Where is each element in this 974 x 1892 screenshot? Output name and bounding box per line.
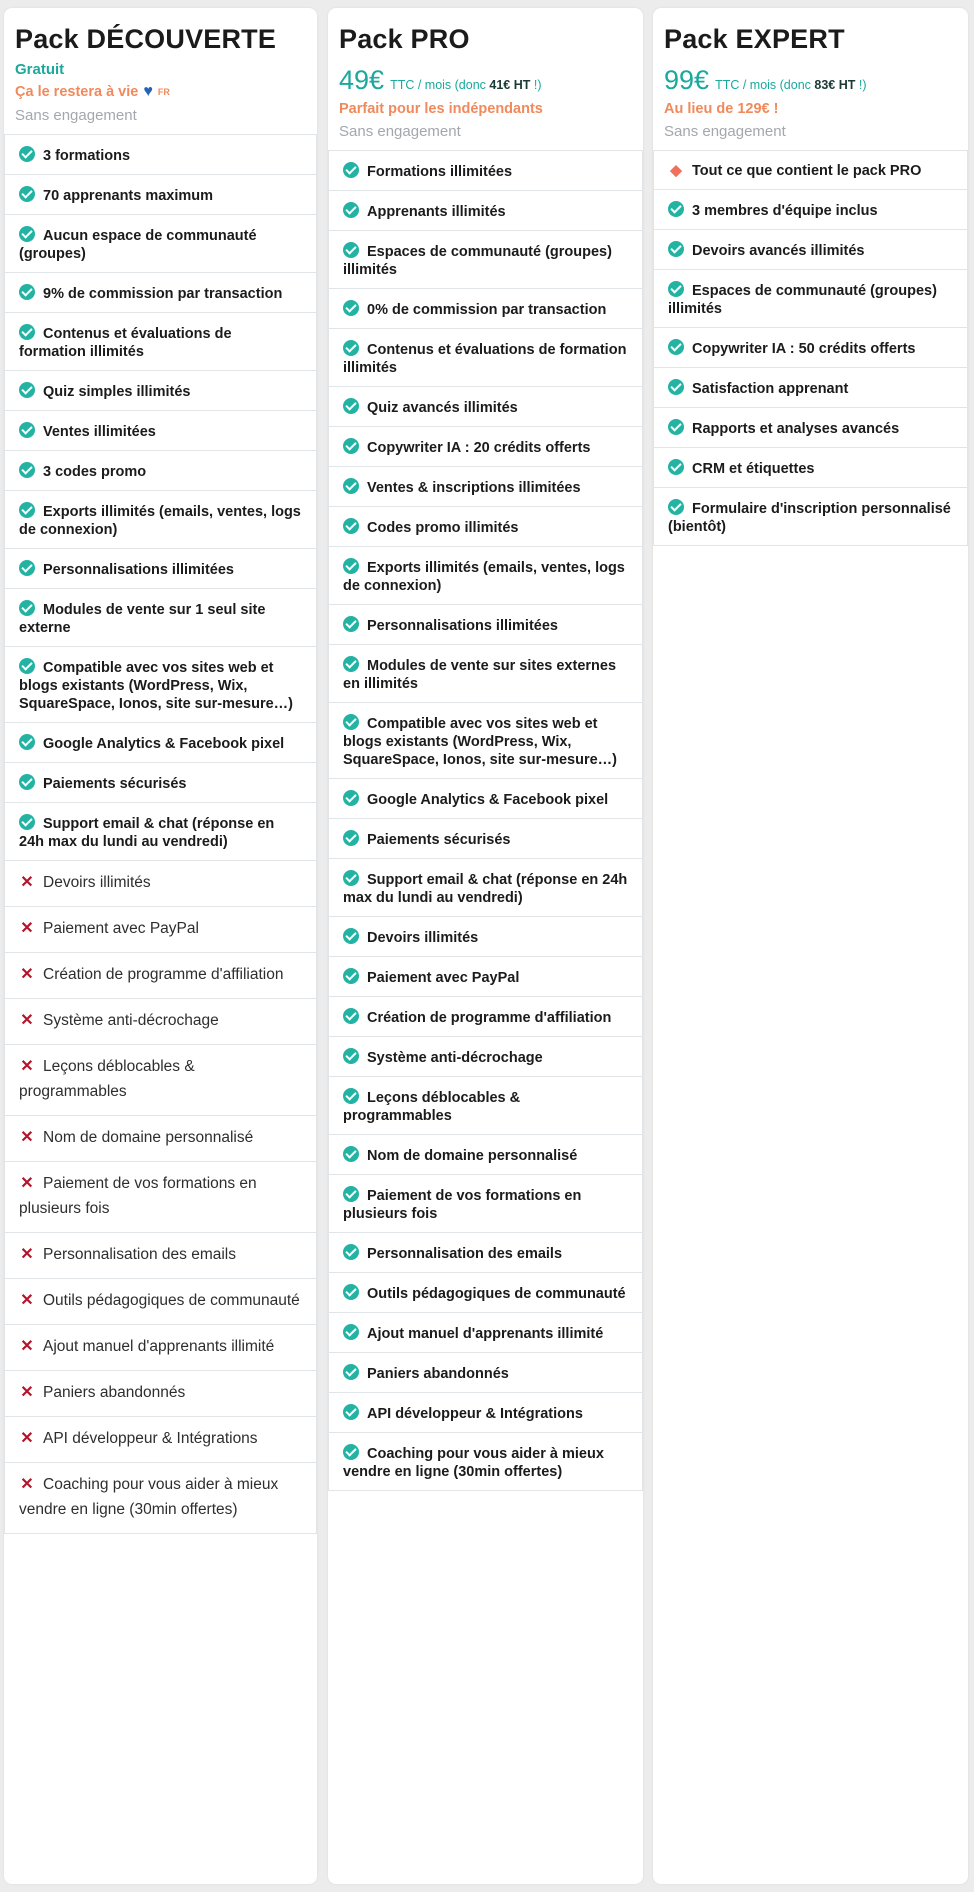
check-circle-icon (343, 1008, 359, 1024)
check-circle-icon (343, 1404, 359, 1420)
feature-text: Espaces de communauté (groupes) illimités (668, 283, 937, 317)
feature-text: Contenus et évaluations de formation illimités (343, 342, 627, 376)
feature-text: Copywriter IA : 50 crédits offerts (692, 341, 916, 357)
check-circle-icon (668, 201, 684, 217)
feature-item (5, 860, 316, 906)
feature-item (329, 778, 642, 818)
feature-item (329, 1272, 642, 1312)
pack-tagline-text: Au lieu de 129€ ! (664, 101, 779, 117)
pack-tagline-text: Parfait pour les indépendants (339, 101, 543, 117)
feature-text: Quiz simples illimités (43, 384, 191, 400)
feature-item (329, 604, 642, 644)
check-circle-icon (668, 419, 684, 435)
feature-text: Support email & chat (réponse en 24h max du lundi au vendredi) (343, 872, 628, 906)
feature-item (329, 858, 642, 916)
check-circle-icon (19, 462, 35, 478)
price-note-suffix: !) (858, 78, 867, 92)
check-circle-icon (668, 379, 684, 395)
feature-text: Modules de vente sur sites externes en illimités (343, 658, 617, 692)
check-circle-icon (343, 1186, 359, 1202)
pack-header (4, 8, 317, 124)
cross-icon: ✕ (20, 1430, 34, 1447)
check-circle-icon (343, 162, 359, 178)
price-note-prefix: TTC / mois (donc (715, 78, 811, 92)
feature-text: Coaching pour vous aider à mieux vendre en ligne (30min offertes) (19, 1476, 279, 1518)
feature-item (654, 189, 967, 229)
feature-item (5, 762, 316, 802)
cross-icon: ✕ (20, 1012, 34, 1029)
check-circle-icon (343, 1048, 359, 1064)
feature-item (654, 229, 967, 269)
feature-item (654, 367, 967, 407)
cross-icon: ✕ (20, 1246, 34, 1263)
feature-item (329, 190, 642, 230)
feature-text: Espaces de communauté (groupes) illimités (343, 244, 612, 278)
feature-text: 70 apprenants maximum (43, 188, 214, 204)
feature-text: Création de programme d'affiliation (43, 966, 284, 983)
check-circle-icon (343, 478, 359, 494)
feature-text: API développeur & Intégrations (367, 1406, 583, 1422)
pack-price: 49€ (339, 65, 385, 95)
cross-icon: ✕ (20, 1175, 34, 1192)
pack-tagline (664, 101, 954, 117)
price-note-suffix: !) (533, 78, 542, 92)
check-circle-icon (343, 790, 359, 806)
feature-text: Paiement de vos formations en plusieurs fois (19, 1175, 257, 1217)
feature-text: Outils pédagogiques de communauté (367, 1286, 626, 1302)
pack-pro-card (328, 8, 643, 1884)
feature-item (654, 269, 967, 327)
feature-item (5, 952, 316, 998)
fr-badge: FR (157, 87, 170, 97)
feature-text: Outils pédagogiques de communauté (43, 1292, 300, 1309)
pack-price-note (715, 78, 866, 92)
feature-list (328, 150, 643, 1491)
heart-icon: ♥ (143, 83, 153, 100)
feature-text: Compatible avec vos sites web et blogs existants (WordPress, Wix, SquareSpace, Ionos, site sur-mesure…) (19, 660, 293, 712)
feature-item (329, 956, 642, 996)
cross-icon: ✕ (20, 1476, 34, 1493)
pack-price-note (390, 78, 541, 92)
feature-item (329, 386, 642, 426)
feature-item (5, 998, 316, 1044)
pack-header (328, 8, 643, 140)
feature-item (329, 702, 642, 778)
check-circle-icon (19, 658, 35, 674)
feature-item (329, 996, 642, 1036)
check-circle-icon (19, 226, 35, 242)
check-circle-icon (343, 656, 359, 672)
feature-text: Apprenants illimités (367, 204, 506, 220)
feature-text: Devoirs illimités (43, 874, 151, 891)
check-circle-icon (343, 928, 359, 944)
feature-text: Exports illimités (emails, ventes, logs de connexion) (343, 560, 625, 594)
feature-text: 3 codes promo (43, 464, 147, 480)
feature-item (329, 506, 642, 546)
feature-text: Aucun espace de communauté (groupes) (19, 228, 257, 262)
check-circle-icon (19, 382, 35, 398)
feature-item (329, 151, 642, 190)
feature-text: Codes promo illimités (367, 520, 519, 536)
feature-text: Exports illimités (emails, ventes, logs de connexion) (19, 504, 301, 538)
feature-item (654, 327, 967, 367)
price-note-prefix: TTC / mois (donc (390, 78, 486, 92)
cross-icon: ✕ (20, 1058, 34, 1075)
feature-text: Formations illimitées (367, 164, 513, 180)
feature-item (329, 466, 642, 506)
feature-text: Nom de domaine personnalisé (367, 1148, 578, 1164)
feature-text: Contenus et évaluations de formation illimités (19, 326, 232, 360)
feature-text: Leçons déblocables & programmables (19, 1058, 195, 1100)
feature-item (5, 1370, 316, 1416)
check-circle-icon (668, 339, 684, 355)
feature-text: Google Analytics & Facebook pixel (43, 736, 285, 752)
check-circle-icon (19, 422, 35, 438)
check-circle-icon (343, 830, 359, 846)
cross-icon: ✕ (20, 966, 34, 983)
check-circle-icon (343, 398, 359, 414)
feature-text: 0% de commission par transaction (367, 302, 607, 318)
pack-engagement: Sans engagement (664, 123, 786, 140)
pack-title: Pack PRO (339, 24, 470, 54)
feature-text: Système anti-décrochage (43, 1012, 219, 1029)
cross-icon: ✕ (20, 1292, 34, 1309)
feature-item (5, 450, 316, 490)
feature-text: 9% de commission par transaction (43, 286, 283, 302)
feature-text: Formulaire d'inscription personnalisé (bientôt) (668, 501, 951, 535)
feature-text: Modules de vente sur 1 seul site externe (19, 602, 266, 636)
feature-text: Paiement de vos formations en plusieurs fois (343, 1188, 582, 1222)
feature-text: Système anti-décrochage (367, 1050, 543, 1066)
cross-icon: ✕ (20, 920, 34, 937)
feature-text: Paniers abandonnés (43, 1384, 186, 1401)
cross-icon: ✕ (20, 1338, 34, 1355)
check-circle-icon (19, 600, 35, 616)
feature-text: Ventes illimitées (43, 424, 156, 440)
check-circle-icon (668, 281, 684, 297)
feature-item (654, 487, 967, 545)
cross-icon: ✕ (20, 874, 34, 891)
check-circle-icon (343, 518, 359, 534)
pack-title: Pack EXPERT (664, 24, 845, 54)
feature-item (329, 1134, 642, 1174)
check-circle-icon (343, 616, 359, 632)
feature-item (5, 1232, 316, 1278)
feature-item (5, 490, 316, 548)
feature-item (5, 1416, 316, 1462)
check-circle-icon (343, 968, 359, 984)
feature-text: Paiements sécurisés (43, 776, 187, 792)
feature-text: Personnalisation des emails (367, 1246, 563, 1262)
feature-text: Nom de domaine personnalisé (43, 1129, 254, 1146)
check-circle-icon (343, 1284, 359, 1300)
feature-item (329, 1036, 642, 1076)
check-circle-icon (668, 499, 684, 515)
feature-item (5, 802, 316, 860)
feature-item (329, 644, 642, 702)
feature-item (329, 1392, 642, 1432)
feature-text: Devoirs illimités (367, 930, 479, 946)
feature-text: 3 formations (43, 148, 131, 164)
check-circle-icon (343, 202, 359, 218)
feature-text: Paiements sécurisés (367, 832, 511, 848)
feature-item (5, 722, 316, 762)
feature-item (5, 214, 316, 272)
feature-item (5, 1278, 316, 1324)
check-circle-icon (343, 1444, 359, 1460)
check-circle-icon (343, 300, 359, 316)
pack-header (653, 8, 968, 140)
feature-text: Ajout manuel d'apprenants illimité (43, 1338, 275, 1355)
check-circle-icon (19, 774, 35, 790)
check-circle-icon (343, 1324, 359, 1340)
check-circle-icon (343, 1146, 359, 1162)
feature-item (329, 916, 642, 956)
pack-decouverte-card (4, 8, 317, 1884)
feature-text: Devoirs avancés illimités (692, 243, 865, 259)
pack-tagline (15, 83, 303, 101)
check-circle-icon (19, 186, 35, 202)
feature-item (329, 1076, 642, 1134)
feature-text: Création de programme d'affiliation (367, 1010, 612, 1026)
check-circle-icon (19, 814, 35, 830)
feature-item (329, 1352, 642, 1392)
feature-text: Leçons déblocables & programmables (343, 1090, 521, 1124)
feature-item (329, 1312, 642, 1352)
diamond-icon: ◆ (670, 162, 682, 179)
feature-item (5, 906, 316, 952)
feature-item (329, 1432, 642, 1490)
pack-price-row (339, 65, 629, 96)
feature-text: API développeur & Intégrations (43, 1430, 258, 1447)
feature-item (329, 230, 642, 288)
feature-list (653, 150, 968, 546)
feature-item (5, 312, 316, 370)
pack-engagement: Sans engagement (15, 107, 137, 124)
feature-text: Tout ce que contient le pack PRO (692, 163, 922, 179)
feature-text: Paiement avec PayPal (367, 970, 520, 986)
cross-icon: ✕ (20, 1129, 34, 1146)
pack-price-row (664, 65, 954, 96)
feature-item (5, 548, 316, 588)
feature-item (329, 818, 642, 858)
feature-text: Rapports et analyses avancés (692, 421, 900, 437)
feature-text: Ventes & inscriptions illimitées (367, 480, 581, 496)
feature-item (5, 135, 316, 174)
feature-item (5, 1161, 316, 1232)
feature-item (654, 151, 967, 189)
feature-text: Google Analytics & Facebook pixel (367, 792, 609, 808)
feature-item (5, 1044, 316, 1115)
pack-expert-card (653, 8, 968, 1884)
feature-item (329, 1174, 642, 1232)
feature-item (654, 447, 967, 487)
pack-title: Pack DÉCOUVERTE (15, 24, 277, 54)
cross-icon: ✕ (20, 1384, 34, 1401)
check-circle-icon (343, 1088, 359, 1104)
check-circle-icon (19, 734, 35, 750)
feature-item (329, 1232, 642, 1272)
feature-item (5, 174, 316, 214)
pack-price: 99€ (664, 65, 710, 95)
feature-item (329, 426, 642, 466)
feature-text: 3 membres d'équipe inclus (692, 203, 878, 219)
check-circle-icon (343, 558, 359, 574)
feature-text: Coaching pour vous aider à mieux vendre en ligne (30min offertes) (343, 1446, 604, 1480)
feature-item (654, 407, 967, 447)
feature-item (5, 646, 316, 722)
check-circle-icon (343, 340, 359, 356)
feature-text: Compatible avec vos sites web et blogs existants (WordPress, Wix, SquareSpace, Ionos, site sur-mesure…) (343, 716, 617, 768)
feature-item (5, 410, 316, 450)
feature-text: Quiz avancés illimités (367, 400, 518, 416)
feature-item (5, 1115, 316, 1161)
feature-text: Ajout manuel d'apprenants illimité (367, 1326, 604, 1342)
check-circle-icon (19, 284, 35, 300)
feature-text: Satisfaction apprenant (692, 381, 849, 397)
check-circle-icon (343, 438, 359, 454)
check-circle-icon (19, 560, 35, 576)
feature-list (4, 134, 317, 1534)
feature-text: Personnalisations illimitées (367, 618, 558, 634)
check-circle-icon (19, 324, 35, 340)
check-circle-icon (668, 241, 684, 257)
pack-tagline (339, 101, 629, 117)
feature-item (329, 328, 642, 386)
feature-text: Personnalisations illimitées (43, 562, 234, 578)
feature-text: Paniers abandonnés (367, 1366, 509, 1382)
feature-item (5, 272, 316, 312)
feature-text: Personnalisation des emails (43, 1246, 236, 1263)
feature-item (5, 588, 316, 646)
check-circle-icon (343, 1364, 359, 1380)
pack-engagement: Sans engagement (339, 123, 461, 140)
feature-item (5, 1462, 316, 1533)
feature-text: Paiement avec PayPal (43, 920, 199, 937)
check-circle-icon (343, 870, 359, 886)
check-circle-icon (19, 146, 35, 162)
price-note-ht: 41€ HT (489, 78, 531, 92)
price-note-ht: 83€ HT (814, 78, 856, 92)
check-circle-icon (668, 459, 684, 475)
feature-item (329, 546, 642, 604)
check-circle-icon (343, 1244, 359, 1260)
check-circle-icon (343, 714, 359, 730)
check-circle-icon (343, 242, 359, 258)
feature-item (5, 370, 316, 410)
pack-price-free: Gratuit (15, 61, 65, 78)
feature-text: Support email & chat (réponse en 24h max du lundi au vendredi) (19, 816, 275, 850)
feature-item (5, 1324, 316, 1370)
feature-text: CRM et étiquettes (692, 461, 815, 477)
check-circle-icon (19, 502, 35, 518)
feature-item (329, 288, 642, 328)
pack-tagline-text: Ça le restera à vie (15, 84, 139, 100)
feature-text: Copywriter IA : 20 crédits offerts (367, 440, 591, 456)
